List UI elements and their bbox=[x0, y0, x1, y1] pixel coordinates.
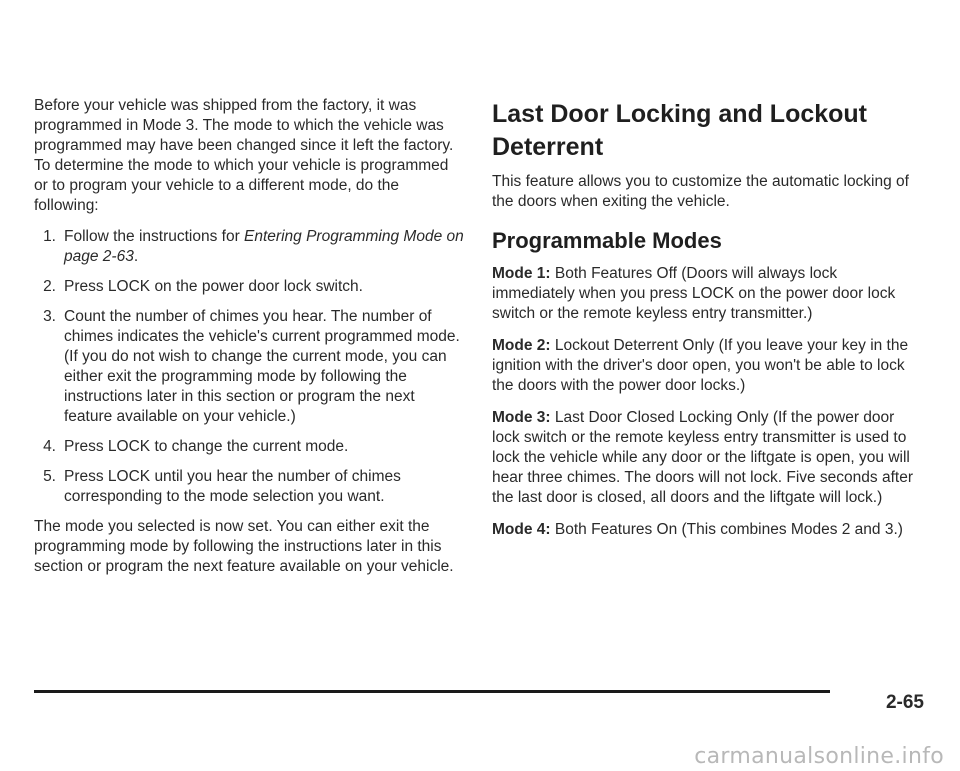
step-item bbox=[34, 277, 466, 297]
mode-label: Mode 4: bbox=[492, 521, 551, 538]
step-item bbox=[34, 227, 466, 267]
outro-paragraph: The mode you selected is now set. You can either exit the programming mode by following the instructions later in this section or program the next feature available on your vehicle. bbox=[34, 518, 454, 575]
step-text: Press LOCK on the power door lock switch. bbox=[64, 278, 363, 295]
step-item bbox=[34, 467, 466, 507]
mode-item bbox=[492, 408, 922, 508]
mode-label: Mode 3: bbox=[492, 409, 551, 426]
step-item bbox=[34, 437, 466, 457]
right-column bbox=[492, 98, 922, 552]
intro-paragraph: Before your vehicle was shipped from the factory, it was programmed in Mode 3. The mode to which the vehicle was programmed may have been changed since it left the factory. To determine the mode to which your vehicle is programmed or to program your vehicle to a different mode, do the following: bbox=[34, 97, 454, 214]
cross-reference-link[interactable]: Entering Programming Mode on page 2-63 bbox=[64, 228, 464, 265]
site-watermark: carmanualsonline.info bbox=[694, 744, 944, 769]
mode-text: Lockout Deterrent Only (If you leave your key in the ignition with the driver's door open, you won't be able to lock the doors with the power door locks.) bbox=[492, 337, 909, 394]
section-title: Last Door Locking and Lockout Deterrent bbox=[492, 100, 868, 161]
mode-label: Mode 2: bbox=[492, 337, 551, 354]
page-number: 2-65 bbox=[885, 692, 924, 713]
step-text: Press LOCK until you hear the number of chimes corresponding to the mode selection you want. bbox=[64, 468, 401, 505]
mode-label: Mode 1: bbox=[492, 265, 551, 282]
mode-text: Last Door Closed Locking Only (If the power door lock switch or the remote keyless entry transmitter is used to lock the vehicle while any door or the liftgate is open, you will hear three chimes. The doors will not lock. Five seconds after the last door is closed, all doors and the liftgate will lock.) bbox=[492, 409, 913, 506]
mode-item bbox=[492, 264, 922, 324]
step-number: 2. bbox=[43, 278, 56, 295]
mode-text: Both Features On (This combines Modes 2 and 3.) bbox=[554, 521, 903, 538]
mode-item bbox=[492, 336, 922, 396]
step-number: 1. bbox=[43, 228, 56, 245]
step-number: 4. bbox=[43, 438, 56, 455]
step-number: 3. bbox=[43, 308, 56, 325]
subsection-title: Programmable Modes bbox=[492, 228, 722, 253]
step-item bbox=[34, 307, 466, 427]
mode-text: Both Features Off (Doors will always lock immediately when you press LOCK on the power door lock switch or the remote keyless entry transmitter.) bbox=[492, 265, 896, 322]
footer-rule bbox=[34, 690, 830, 693]
left-column bbox=[34, 96, 466, 577]
feature-description: This feature allows you to customize the automatic locking of the doors when exiting the vehicle. bbox=[492, 173, 909, 210]
step-text: Press LOCK to change the current mode. bbox=[64, 438, 349, 455]
step-text: Count the number of chimes you hear. The number of chimes indicates the vehicle's current programmed mode. (If you do not wish to change the current mode, you can either exit the programming mode by following the instructions later in this section or program the next feature available on your vehicle.) bbox=[64, 308, 460, 425]
step-text: Follow the instructions for Entering Programming Mode on page 2-63. bbox=[64, 228, 464, 265]
step-number: 5. bbox=[43, 468, 56, 485]
programming-steps bbox=[34, 227, 466, 507]
mode-item bbox=[492, 520, 922, 540]
